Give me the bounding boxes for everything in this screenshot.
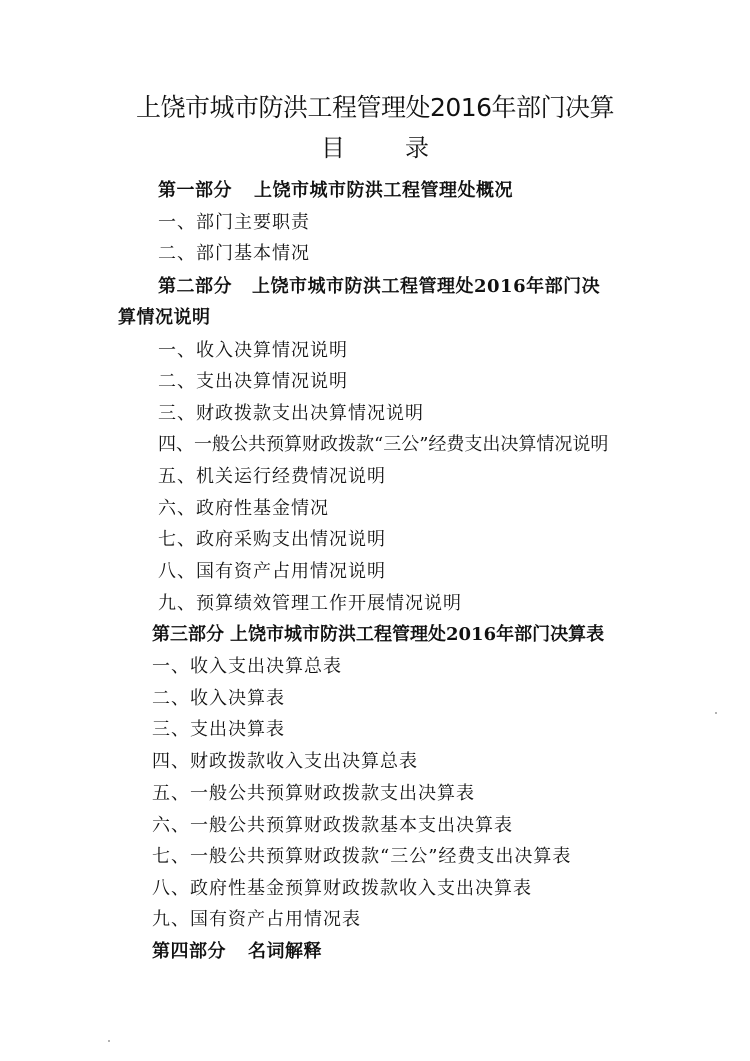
toc-item: 三、财政拨款支出决算情况说明 <box>158 403 424 424</box>
toc-part-label: 第一部分 <box>158 180 232 201</box>
toc-item: 五、机关运行经费情况说明 <box>158 466 386 487</box>
toc-item: 四、财政拨款收入支出决算总表 <box>152 751 418 772</box>
toc-item: 一、收入决算情况说明 <box>158 340 348 361</box>
toc-item: 三、支出决算表 <box>152 719 285 740</box>
toc-part-3 <box>152 624 604 646</box>
toc-item: 一、部门主要职责 <box>158 212 310 233</box>
toc-item: 九、预算绩效管理工作开展情况说明 <box>158 593 462 614</box>
toc-item: 八、政府性基金预算财政拨款收入支出决算表 <box>152 878 532 899</box>
toc-item: 四、一般公共预算财政拨款“三公”经费支出决算情况说明 <box>158 434 609 455</box>
toc-item: 五、一般公共预算财政拨款支出决算表 <box>152 783 475 804</box>
toc-part-text: 上饶市城市防洪工程管理处概况 <box>254 180 513 201</box>
toc-part-2 <box>158 276 600 298</box>
document-title: 上饶市城市防洪工程管理处2016年部门决算 <box>135 93 615 122</box>
toc-item: 六、一般公共预算财政拨款基本支出决算表 <box>152 815 513 836</box>
toc-part-label: 第二部分 <box>158 276 232 297</box>
toc-item: 七、一般公共预算财政拨款“三公”经费支出决算表 <box>152 846 572 867</box>
toc-part-text: 上饶市城市防洪工程管理处2016年部门决算表 <box>230 624 605 645</box>
toc-item: 二、部门基本情况 <box>158 243 310 264</box>
toc-heading-left: 目 <box>321 134 345 162</box>
scan-speck <box>715 712 717 714</box>
toc-part-label: 第三部分 <box>152 624 224 645</box>
toc-part-text: 上饶市城市防洪工程管理处2016年部门决 <box>252 276 601 297</box>
toc-item: 八、国有资产占用情况说明 <box>158 561 386 582</box>
toc-part-2-continuation: 算情况说明 <box>118 307 211 328</box>
toc-part-1 <box>158 180 513 202</box>
toc-part-4 <box>152 941 322 963</box>
toc-item: 六、政府性基金情况 <box>158 498 329 519</box>
scan-speck <box>108 1040 110 1042</box>
toc-heading-right: 录 <box>405 134 429 162</box>
toc-item: 二、支出决算情况说明 <box>158 371 348 392</box>
toc-item: 一、收入支出决算总表 <box>152 656 342 677</box>
toc-item: 九、国有资产占用情况表 <box>152 909 361 930</box>
toc-part-text: 名词解释 <box>248 941 322 962</box>
toc-item: 七、政府采购支出情况说明 <box>158 529 386 550</box>
toc-item: 二、收入决算表 <box>152 688 285 709</box>
toc-part-label: 第四部分 <box>152 941 226 962</box>
